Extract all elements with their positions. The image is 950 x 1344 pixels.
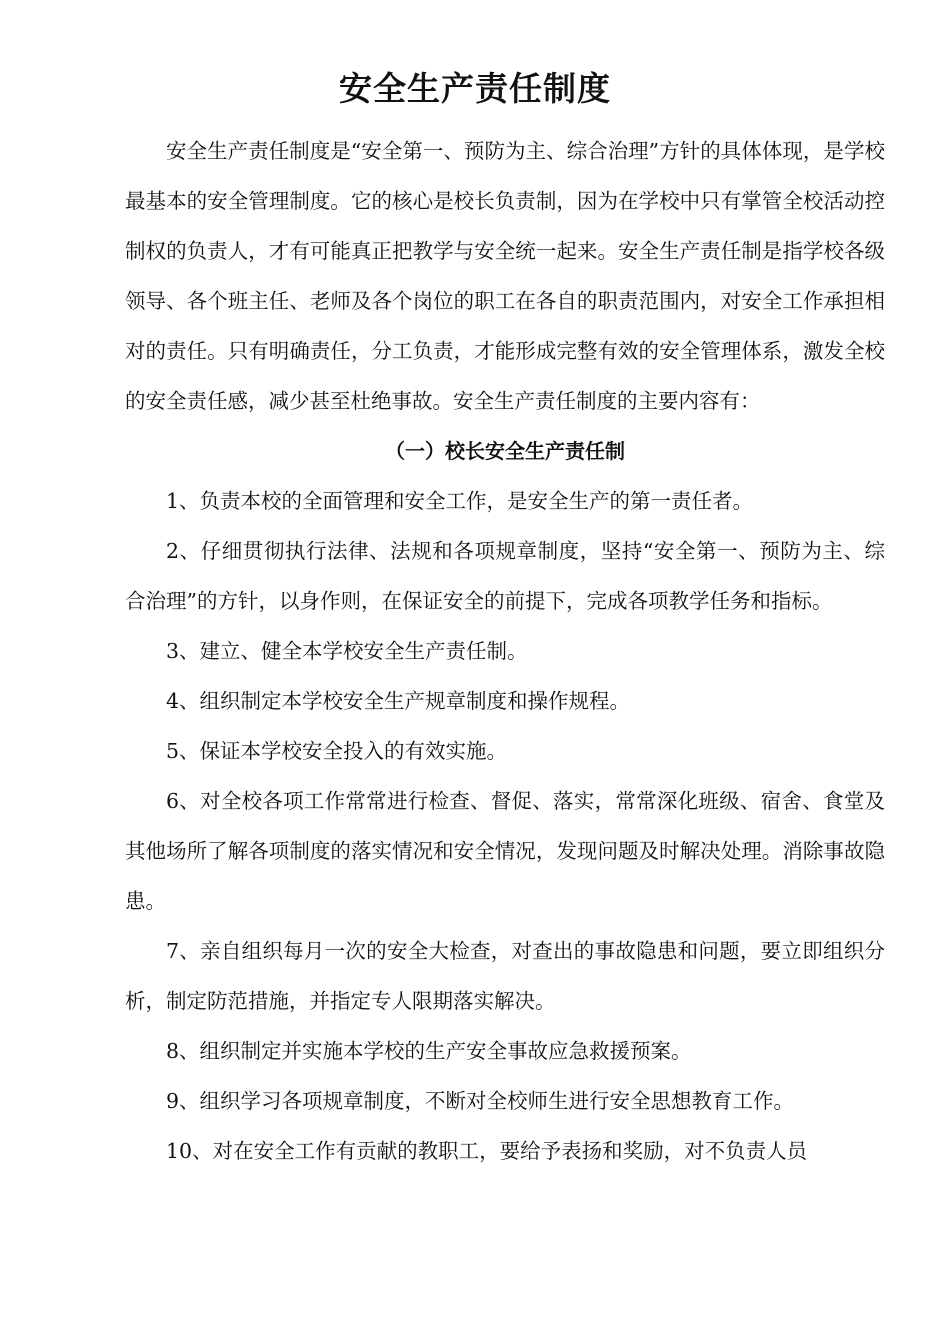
- section-heading-principal: （一）校长安全生产责任制: [385, 439, 625, 463]
- list-item: 9、组织学习各项规章制度，不断对全校师生进行安全思想教育工作。: [166, 1089, 795, 1113]
- list-item: 6、对全校各项工作常常进行检查、督促、落实，常常深化班级、宿舍、食堂及其他场所了解各项制度的落实情况和安全情况，发现问题及时解决处理。消除事故隐患。: [125, 789, 885, 913]
- list-item: 2、仔细贯彻执行法律、法规和各项规章制度，坚持“安全第一、预防为主、综合治理”的方针，以身作则，在保证安全的前提下，完成各项教学任务和指标。: [125, 539, 885, 613]
- document-title: 安全生产责任制度: [339, 69, 611, 108]
- list-item: 10、对在安全工作有贡献的教职工，要给予表扬和奖励，对不负责人员: [166, 1139, 808, 1163]
- list-item: 5、保证本学校安全投入的有效实施。: [166, 739, 508, 763]
- document-body: [125, 126, 885, 1176]
- intro-paragraph: 安全生产责任制度是“安全第一、预防为主、综合治理”方针的具体体现，是学校最基本的安全管理制度。它的核心是校长负责制，因为在学校中只有掌管全校活动控制权的负责人，才有可能真正把教学与安全统一起来。安全生产责任制是指学校各级领导、各个班主任、老师及各个岗位的职工在各自的职责范围内，对安全工作承担相对的责任。只有明确责任，分工负责，才能形成完整有效的安全管理体系，激发全校的安全责任感，减少甚至杜绝事故。安全生产责任制度的主要内容有：: [125, 139, 885, 413]
- list-item: 1、负责本校的全面管理和安全工作，是安全生产的第一责任者。: [166, 489, 754, 513]
- list-item: 3、建立、健全本学校安全生产责任制。: [166, 639, 528, 663]
- list-item: 7、亲自组织每月一次的安全大检查，对查出的事故隐患和问题，要立即组织分析，制定防范措施，并指定专人限期落实解决。: [125, 939, 885, 1013]
- list-item: 4、组织制定本学校安全生产规章制度和操作规程。: [166, 689, 631, 713]
- list-item: 8、组织制定并实施本学校的生产安全事故应急救援预案。: [166, 1039, 692, 1063]
